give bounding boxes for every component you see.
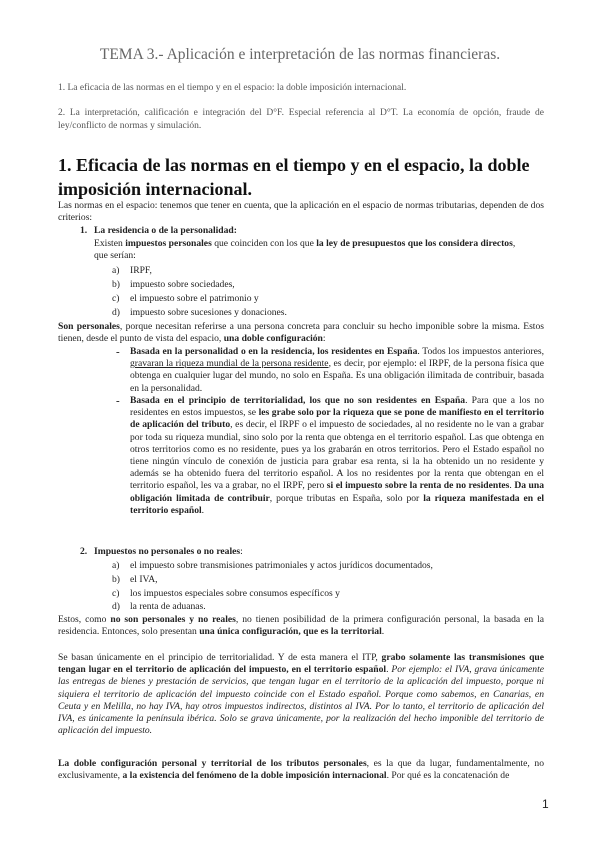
list-item: el impuesto sobre transmisiones patrimoniales y actos jurídicos documentados, [130,560,433,571]
list-letter: c) [112,588,120,599]
list-item: el IVA, [130,574,158,585]
section-heading: 1. Eficacia de las normas en el tiempo y en el espacio, la doble imposición internacional. [58,155,530,199]
list-letter: a) [112,265,120,276]
list-letter: a) [112,560,120,571]
personales-paragraph: Son personales, porque necesitan referirse a una persona concreta para concluir su hecho imponible sobre la misma. Estos tienen, desde el punto de vista del espacio, una doble configuración: [58,321,544,345]
criterion-2-number: 2. [80,546,88,557]
criterion-1-number: 1. [80,225,88,236]
bullet-residencia: Basada en la personalidad o en la residencia, los residentes en España. Todos los impuestos anteriores, gravaran la riqueza mundial de la persona residente, es decir, por ejemplo: el IRPF, de la persona física que obtenga en cualquier lugar del mundo, no solo en España. Es una obligación ilimitada de contribuir, basada en la personalidad. [130,346,544,394]
intro-paragraph: Las normas en el espacio: tenemos que tener en cuenta, que la aplicación en el espacio de normas tributarias, dependen de dos criterios: [58,200,544,224]
bullet-territorialidad: Basada en el principio de territorialidad, los que no son residentes en España. Para que a los no residentes en estos impuestos, se les grabe solo por la riqueza que se pone de manifiesto en el territorio de aplicación del tributo, es decir, el IRPF o el impuesto de sociedades, al no residente no le van a grabar por toda su riqueza mundial, sino solo por la renta que obtenga en el territorio español. Las que obtenga en otros territorios como es no residente, pues ya los grabarán en otros territorios. Pero el Estado español no tiene ningún vínculo de conexión de justicia para grabar esa renta, si la ha obtenido un no residente y además se ha obtenido fuera del territorio español. A los no residentes por la renta que obtengan en el territorio español, les va a grabar, no el IRPF, pero si el impuesto sobre la renta de no residentes. Da una obligación limitada de contribuir, porque tributas en España, solo por la riqueza manifestada en el territorio español. [130,395,545,516]
list-item: impuesto sobre sociedades, [130,279,235,290]
no-personales-paragraph: Estos, como no son personales y no reales, no tienen posibilidad de la primera configuración personal, la basada en la residencia. Entonces, solo presentan una única configuración, que es la territorial. [58,614,545,638]
criterion-1-text-cont: que serían: [94,250,136,261]
doble-imposicion-paragraph: La doble configuración personal y territorial de los tributos personales, es la que da lugar, fundamentalmente, no exclusivamente, a la existencia del fenómeno de la doble imposición internacional. Por qué es la concatenación de [58,758,544,782]
criterion-2-title: Impuestos no personales o no reales: [94,546,243,557]
list-item: IRPF, [130,265,152,276]
bullet-dash: - [116,346,120,358]
list-item: los impuestos especiales sobre consumos específicos y [130,588,340,599]
list-item: el impuesto sobre el patrimonio y [130,293,259,304]
toc-item-1: 1. La eficacia de las normas en el tiempo y en el espacio: la doble imposición internacional. [58,83,407,93]
list-item: impuesto sobre sucesiones y donaciones. [130,307,287,318]
list-letter: c) [112,293,120,304]
territorial-paragraph: Se basan únicamente en el principio de territorialidad. Y de esta manera el ITP, grabo solamente las transmisiones que tengan lugar en el territorio de aplicación del impuesto, en el territorio español. Por ejemplo: el IVA, grava únicamente las entregas de bienes y prestación de servicios, que tengan lugar en el territorio de la aplicación del impuesto, porque ni siquiera el territorio de aplicación del impuesto coincide con el Estado español. Porque como sabemos, en Canarias, en Ceuta y en Melilla, no hay IVA, hay otros impuestos indirectos, distintos al IVA. Por lo tanto, el territorio de aplicación del IVA, es únicamente la península ibérica. Solo se grava únicamente, por la realización del hecho imponible del territorio de aplicación del impuesto. [58,652,545,737]
page-title: TEMA 3.- Aplicación e interpretación de las normas financieras. [99,46,501,63]
list-letter: d) [112,307,120,318]
criterion-1-text: Existen impuestos personales que coinciden con los que la ley de presupuestos que los considera directos, [94,238,516,249]
list-letter: d) [112,601,120,612]
list-letter: b) [112,279,120,290]
bullet-dash: - [116,395,120,407]
list-item: la renta de aduanas. [130,601,206,612]
criterion-1-title: La residencia o de la personalidad: [94,225,237,236]
toc-item-2: 2. La interpretación, calificación e integración del D°F. Especial referencia al D°T. La economía de opción, fraude de ley/conflicto de normas y simulación. [58,108,544,131]
page-number: 1 [542,797,549,811]
list-letter: b) [112,574,120,585]
